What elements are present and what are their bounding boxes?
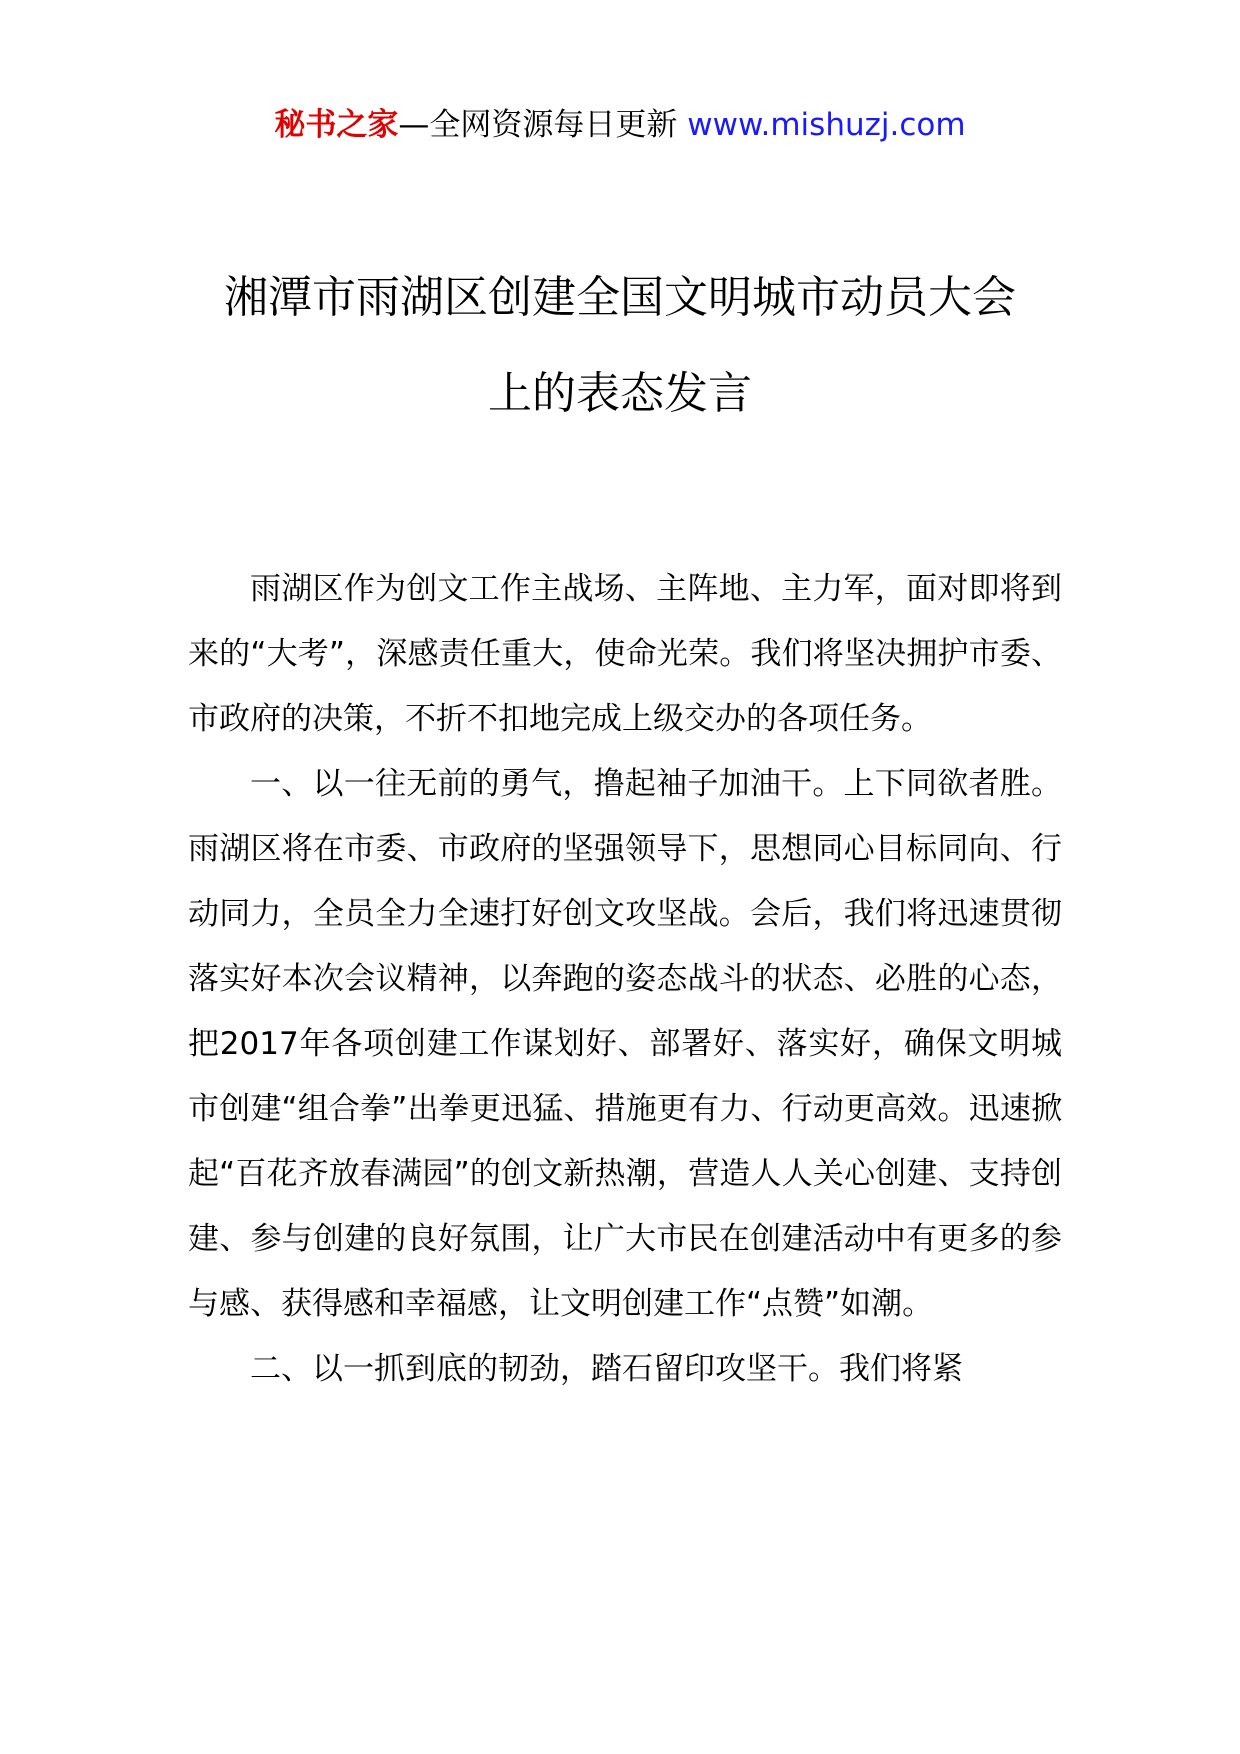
site-brand: 秘书之家	[274, 107, 399, 143]
site-header	[0, 100, 1240, 150]
document-title-line-1: 湘潭市雨湖区创建全国文明城市动员大会	[224, 272, 1016, 323]
site-url-link[interactable]: www.mishuzj.com	[687, 107, 966, 143]
document-title-line-2: 上的表态发言	[488, 368, 752, 419]
paragraph-section-two: 二、以一抓到底的韧劲，踏石留印攻坚干。我们将紧	[250, 1351, 963, 1387]
paragraph-section-one: 一、以一往无前的勇气，撸起袖子加油干。上下同欲者胜。雨湖区将在市委、市政府的坚强领导下，思想同心目标同向、行动同力，全员全力全速打好创文攻坚战。会后，我们将迅速贯彻落实好本次会议精神，以奔跑的姿态战斗的状态、必胜的心态，把2017年各项创建工作谋划好、部署好、落实好，确保文明城市创建“组合拳”出拳更迅猛、措施更有力、行动更高效。迅速掀起“百花齐放春满园”的创文新热潮，营造人人关心创建、支持创建、参与创建的良好氛围，让广大市民在创建活动中有更多的参与感、获得感和幸福感，让文明创建工作“点赞”如潮。	[188, 766, 1062, 1322]
site-tagline: —全网资源每日更新	[398, 107, 688, 143]
paragraph-intro: 雨湖区作为创文工作主战场、主阵地、主力军，面对即将到来的“大考”，深感责任重大，使命光荣。我们将坚决拥护市委、市政府的决策，不折不扣地完成上级交办的各项任务。	[188, 571, 1062, 737]
document-title	[140, 250, 1100, 442]
document-body	[188, 557, 1062, 1402]
